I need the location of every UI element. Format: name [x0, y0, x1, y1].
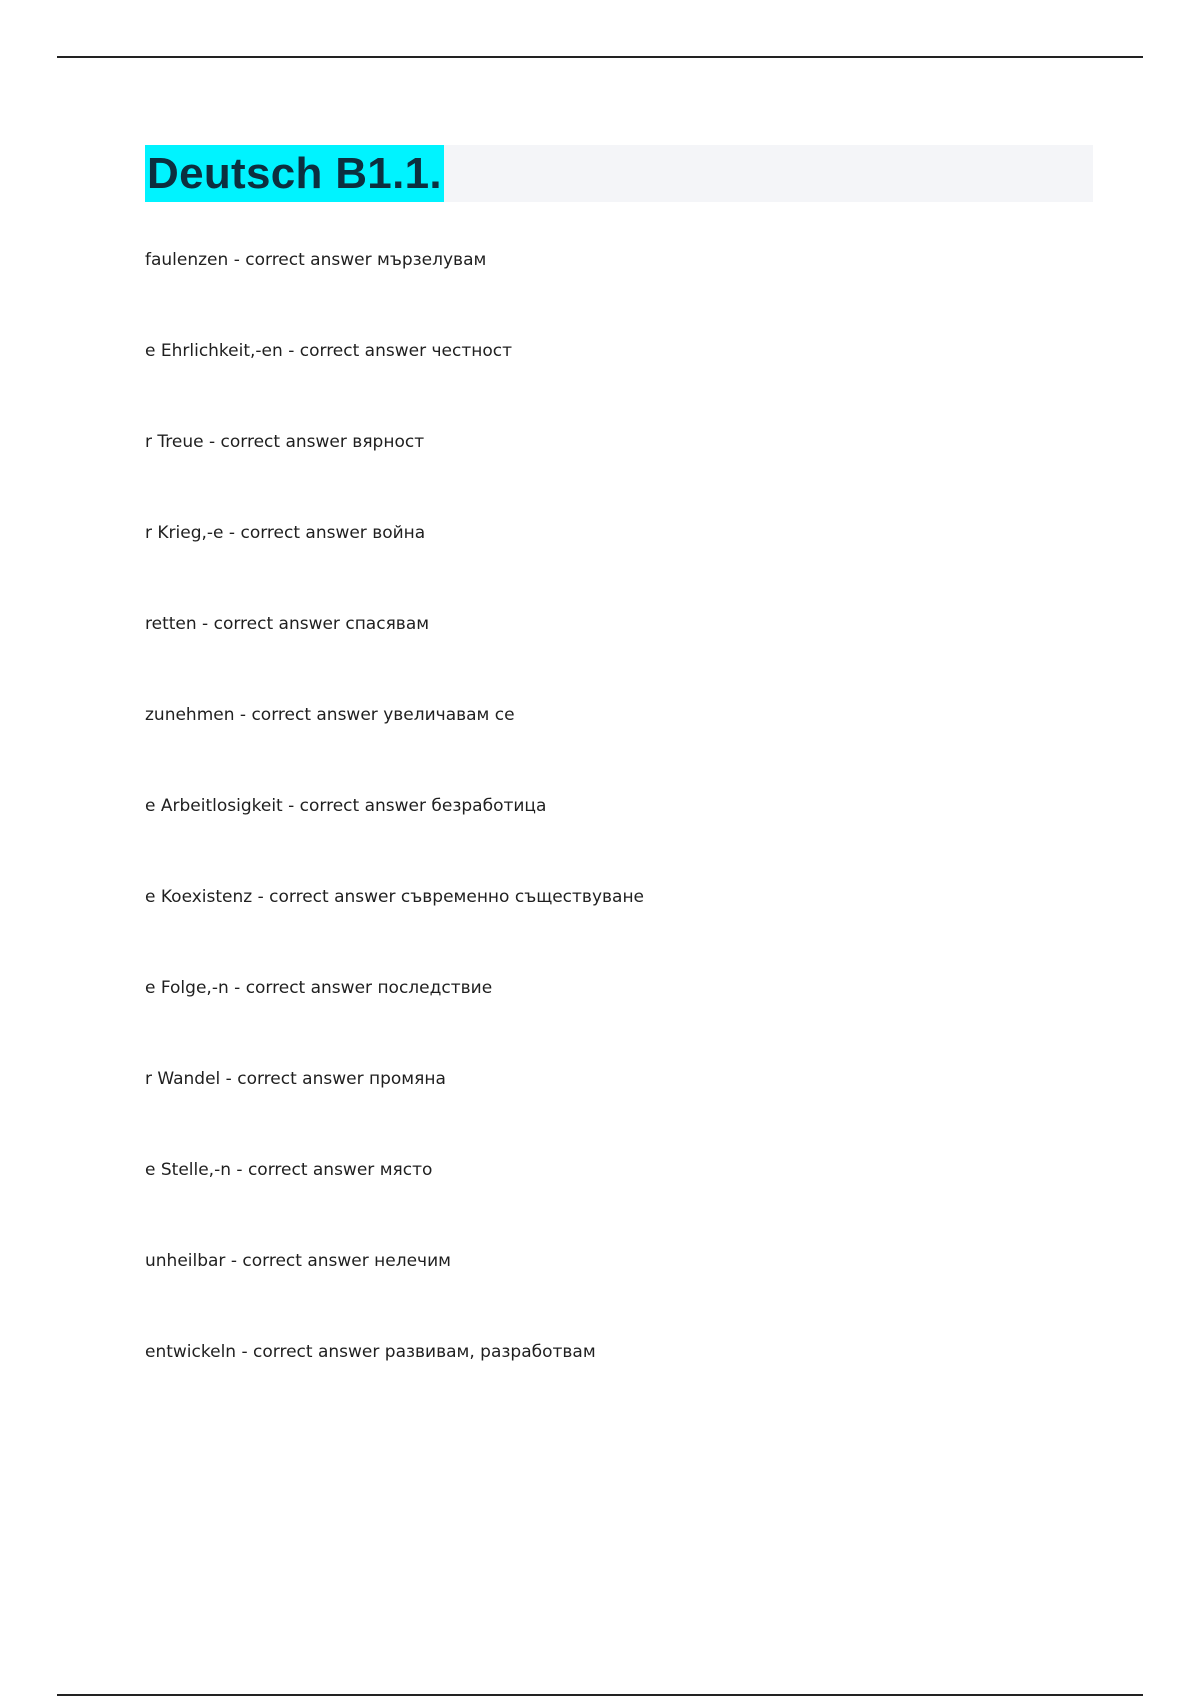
entry-term: unheilbar: [145, 1251, 226, 1271]
entry-answer: мързелувам: [377, 250, 487, 270]
entry-answer-label: correct answer: [299, 796, 426, 816]
vocabulary-entry: r Wandel - correct answer промяна: [145, 1069, 446, 1089]
entry-term: faulenzen: [145, 250, 229, 270]
entry-answer-label: correct answer: [269, 887, 396, 907]
entry-answer-label: correct answer: [299, 341, 427, 361]
entry-answer-label: correct answer: [245, 250, 372, 270]
vocabulary-entry: e Stelle,-n - correct answer място: [145, 1160, 433, 1180]
entry-answer-label: correct answer: [253, 1342, 380, 1362]
entry-answer-label: correct answer: [242, 1251, 369, 1271]
vocabulary-entry: r Treue - correct answer вярност: [145, 432, 425, 452]
vocabulary-entry: e Koexistenz - correct answer съвременно съществуване: [145, 887, 645, 907]
footer-rule: [57, 1694, 1143, 1696]
entry-answer: съвременно съществуване: [400, 887, 645, 907]
vocabulary-entry: r Krieg,-e - correct answer война: [145, 523, 426, 543]
entry-term: e Folge,-n: [145, 978, 229, 998]
entry-answer-label: correct answer: [247, 1160, 375, 1180]
entry-answer: нелечим: [374, 1251, 451, 1271]
entry-answer: война: [372, 523, 426, 543]
entry-answer-label: correct answer: [245, 978, 373, 998]
entry-term: e Koexistenz: [145, 887, 253, 907]
entry-answer: честност: [431, 341, 513, 361]
entry-term: e Arbeitlosigkeit: [145, 796, 283, 816]
entry-answer-label: correct answer: [237, 1069, 364, 1089]
vocabulary-entry: faulenzen - correct answer мързелувам: [145, 250, 487, 270]
entry-term: r Treue: [145, 432, 204, 452]
vocabulary-list: [145, 246, 1095, 1429]
entry-answer: последствие: [377, 978, 493, 998]
entry-answer: вярност: [352, 432, 425, 452]
vocabulary-entry: e Folge,-n - correct answer последствие: [145, 978, 493, 998]
entry-answer: спасявам: [345, 614, 430, 634]
vocabulary-entry: e Ehrlichkeit,-en - correct answer честност: [145, 341, 513, 361]
vocabulary-entry: e Arbeitlosigkeit - correct answer безработица: [145, 796, 547, 816]
entry-answer-label: correct answer: [220, 432, 347, 452]
entry-answer-label: correct answer: [213, 614, 340, 634]
entry-answer: промяна: [368, 1069, 446, 1089]
entry-answer: увеличавам се: [383, 705, 515, 725]
vocabulary-entry: entwickeln - correct answer развивам, разработвам: [145, 1342, 596, 1362]
vocabulary-entry: unheilbar - correct answer нелечим: [145, 1251, 451, 1271]
entry-term: e Ehrlichkeit,-en: [145, 341, 283, 361]
entry-answer: място: [379, 1160, 433, 1180]
entry-answer-label: correct answer: [240, 523, 367, 543]
entry-term: entwickeln: [145, 1342, 237, 1362]
entry-term: r Wandel: [145, 1069, 221, 1089]
vocabulary-entry: zunehmen - correct answer увеличавам се: [145, 705, 515, 725]
header-rule: [57, 56, 1143, 58]
entry-answer: развивам, разработвам: [384, 1342, 596, 1362]
entry-answer: безработица: [431, 796, 547, 816]
entry-term: zunehmen: [145, 705, 235, 725]
entry-term: e Stelle,-n: [145, 1160, 231, 1180]
vocabulary-entry: retten - correct answer спасявам: [145, 614, 430, 634]
entry-term: r Krieg,-e: [145, 523, 224, 543]
document-title: Deutsch B1.1.: [145, 145, 444, 202]
entry-answer-label: correct answer: [251, 705, 378, 725]
entry-term: retten: [145, 614, 197, 634]
